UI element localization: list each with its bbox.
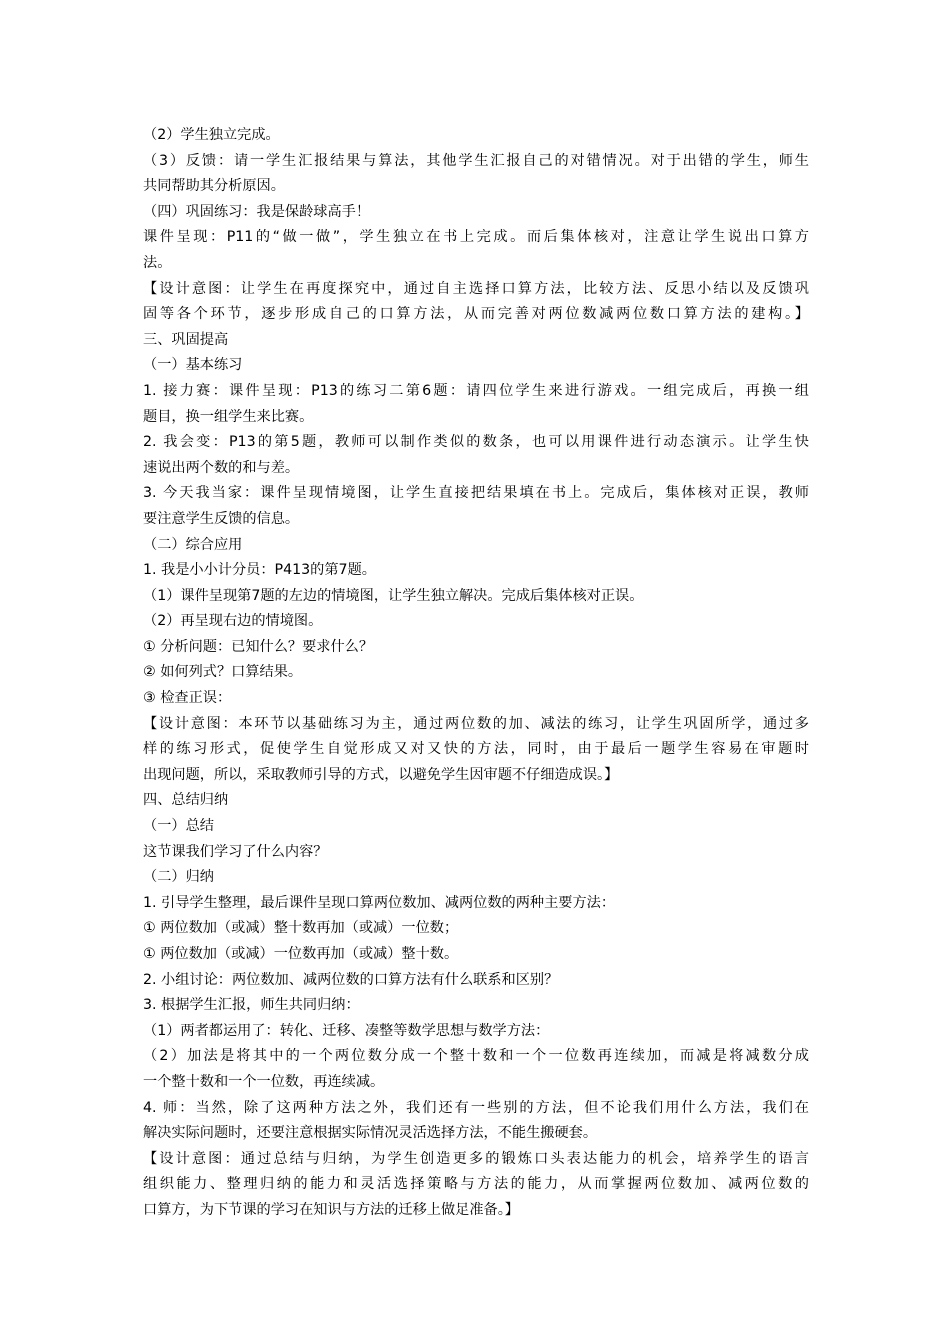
paragraph-line: 速说出两个数的和与差。 xyxy=(143,459,300,476)
subsection-heading: （二）综合应用 xyxy=(143,536,243,553)
paragraph-line: 法。 xyxy=(143,254,172,271)
paragraph-line: 1. 我是小小计分员：P413的第7题。 xyxy=(143,562,376,579)
section-heading: （四）巩固练习：我是保龄球高手！ xyxy=(143,203,371,220)
paragraph-line: 共同帮助其分析原因。 xyxy=(143,178,285,195)
design-intent-line: 出现问题，所以，采取教师引导的方式，以避免学生因审题不仔细造成误。】 xyxy=(143,766,619,783)
paragraph-line: （2）学生独立完成。 xyxy=(143,127,280,143)
list-item: ③ 检查正误： xyxy=(143,690,232,707)
paragraph-line: （2）加法是将其中的一个两位数分成一个整十数和一个一位数再连续加，而减是将减数分成 xyxy=(143,1048,809,1065)
paragraph-line: （3）反馈：请一学生汇报结果与算法，其他学生汇报自己的对错情况。对于出错的学生，师生 xyxy=(143,152,809,169)
design-intent-line: 固等各个环节，逐步形成自己的口算方法，从而完善对两位数减两位数口算方法的建构。】 xyxy=(143,306,809,323)
design-intent-line: 【设计意图：让学生在再度探究中，通过自主选择口算方法，比较方法、反思小结以及反馈巩 xyxy=(143,280,809,297)
design-intent-line: 组织能力、整理归纳的能力和灵活选择策略与方法的能力，从而掌握两位数加、减两位数的 xyxy=(143,1176,809,1193)
document-body xyxy=(143,123,809,1224)
paragraph-line: （1）课件呈现第7题的左边的情境图，让学生独立解决。完成后集体核对正误。 xyxy=(143,587,644,604)
subsection-heading: （一）总结 xyxy=(143,818,214,835)
section-heading: 三、巩固提高 xyxy=(143,331,229,348)
list-item: ① 两位数加（或减）整十数再加（或减）一位数； xyxy=(143,920,459,937)
paragraph-line: 2. 我会变：P13的第5题，教师可以制作类似的数条，也可以用课件进行动态演示。让学生快 xyxy=(143,434,809,451)
paragraph-line: 4. 师：当然，除了这两种方法之外，我们还有一些别的方法，但不论我们用什么方法，我们在 xyxy=(143,1099,809,1116)
paragraph-line: 要注意学生反馈的信息。 xyxy=(143,510,300,527)
section-heading: 四、总结归纳 xyxy=(143,792,229,809)
paragraph-line: 2. 小组讨论：两位数加、减两位数的口算方法有什么联系和区别？ xyxy=(143,971,559,988)
paragraph-line: 3. 根据学生汇报，师生共同归纳： xyxy=(143,997,360,1014)
design-intent-line: 【设计意图：通过总结与归纳，为学生创造更多的锻炼口头表达能力的机会，培养学生的语言 xyxy=(143,1150,809,1167)
paragraph-line: （1）两者都运用了：转化、迁移、凑整等数学思想与数学方法： xyxy=(143,1022,550,1039)
list-item: ① 分析问题：已知什么？要求什么？ xyxy=(143,638,374,655)
paragraph-line: （2）再呈现右边的情境图。 xyxy=(143,613,323,630)
subsection-heading: （一）基本练习 xyxy=(143,357,243,374)
design-intent-line: 口算方，为下节课的学习在知识与方法的迁移上做足准备。】 xyxy=(143,1201,519,1218)
paragraph-line: 解决实际问题时，还要注意根据实际情况灵活选择方法，不能生搬硬套。 xyxy=(143,1125,598,1142)
design-intent-line: 【设计意图：本环节以基础练习为主，通过两位数的加、减法的练习，让学生巩固所学，通过多 xyxy=(143,715,809,732)
list-item: ② 如何列式？口算结果。 xyxy=(143,664,303,681)
paragraph-line: 一个整十数和一个一位数，再连续减。 xyxy=(143,1073,385,1090)
paragraph-line: 1. 引导学生整理，最后课件呈现口算两位数加、减两位数的两种主要方法： xyxy=(143,894,616,911)
paragraph-line: 这节课我们学习了什么内容？ xyxy=(143,843,328,860)
list-item: ① 两位数加（或减）一位数再加（或减）整十数。 xyxy=(143,946,459,962)
design-intent-line: 样的练习形式，促使学生自觉形成又对又快的方法，同时，由于最后一题学生容易在审题时 xyxy=(143,741,809,758)
paragraph-line: 1. 接力赛：课件呈现：P13的练习二第6题：请四位学生来进行游戏。一组完成后，再换一组 xyxy=(143,382,809,399)
paragraph-line: 3. 今天我当家：课件呈现情境图，让学生直接把结果填在书上。完成后，集体核对正误，教师 xyxy=(143,485,809,502)
paragraph-line: 题目，换一组学生来比赛。 xyxy=(143,408,314,425)
paragraph-line: 课件呈现：P11的“做一做”，学生独立在书上完成。而后集体核对，注意让学生说出口算方 xyxy=(143,229,809,246)
subsection-heading: （二）归纳 xyxy=(143,869,214,886)
